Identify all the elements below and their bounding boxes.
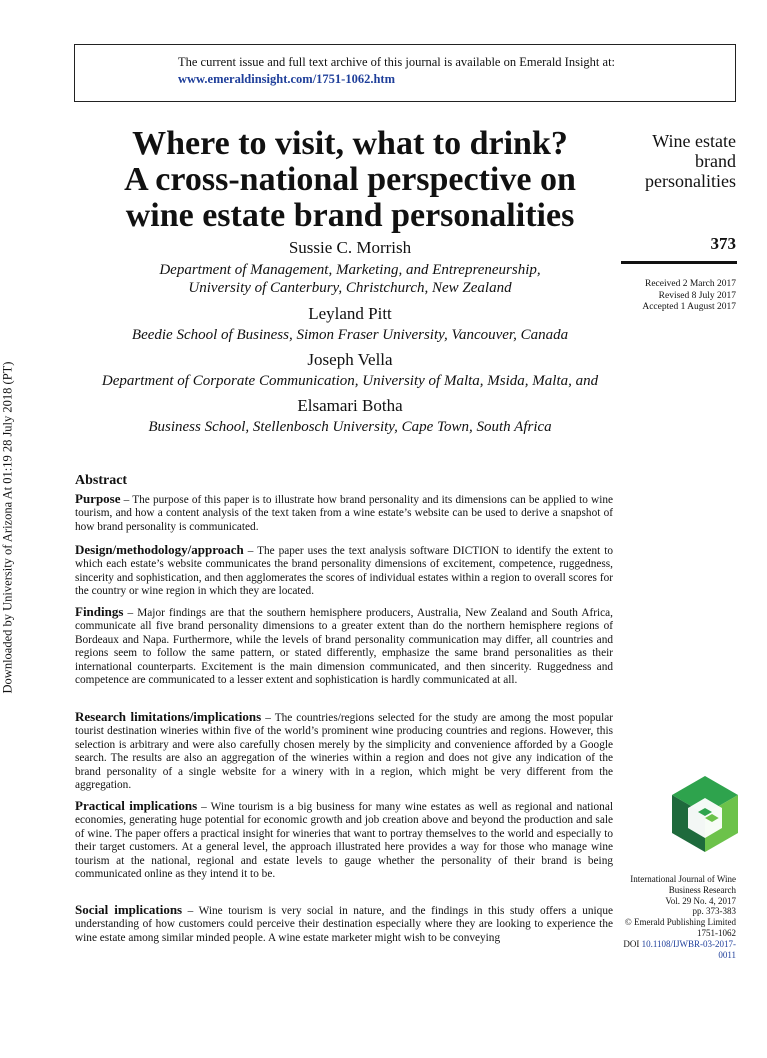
doi-line [606, 939, 736, 961]
divider [621, 261, 737, 264]
article-title [70, 126, 630, 234]
abstract-heading: Abstract [75, 473, 128, 488]
publication-dates [642, 279, 736, 314]
affiliation-line: Department of Management, Marketing, and Entrepreneurship, [159, 262, 541, 278]
title-line: A cross-national perspective on [124, 161, 576, 198]
section-label: Purpose [75, 491, 121, 506]
affiliation-line: University of Canterbury, Christchurch, New Zealand [188, 280, 512, 296]
date-received: Received 2 March 2017 [644, 279, 736, 289]
title-line: Where to visit, what to drink? [132, 125, 568, 162]
date-accepted: Accepted 1 August 2017 [642, 302, 736, 312]
running-title-line: Wine estate [652, 131, 736, 151]
running-title-line: personalities [645, 171, 736, 191]
section-text: – Major findings are that the southern hemisphere producers, Australia, New Zealand and South Africa, communicate all five brand personality dimensions to a greater extent than do the northern hemisphere regions of Bordeaux and Napa. Furthermore, while the levels of brand personality communication may differ, all countries and regions seem to follow the same pattern, or stated differently, emphasize the same brand personalities as their international counterparts. Excitement is the main dimension communicated, and then sincerity. Ruggedness and competence are communicated to a lesser extent and sophistication is hardly communicated at all. [75, 607, 613, 687]
running-title [596, 131, 736, 191]
download-watermark: Downloaded by University of Arizona At 01:19 28 July 2018 (PT) [0, 361, 15, 694]
section-label: Design/methodology/approach [75, 542, 244, 557]
section-label: Research limitations/implications [75, 709, 262, 724]
author-name: Sussie C. Morrish [288, 238, 412, 257]
section-label: Social implications [75, 902, 183, 917]
abstract-design [75, 543, 613, 599]
affiliation-line: Business School, Stellenbosch University, Cape Town, South Africa [148, 419, 552, 435]
journal-banner [74, 44, 736, 102]
author-affiliation [60, 418, 640, 436]
emerald-logo-icon [672, 776, 738, 852]
journal-line: 1751-1062 [697, 927, 736, 938]
abstract-limitations [75, 710, 613, 792]
journal-line: Business Research [668, 884, 736, 895]
banner-availability-text: The current issue and full text archive of this journal is available on Emerald Insight at: [178, 55, 616, 69]
section-text: – The purpose of this paper is to illustrate how brand personality and its dimensions can be applied to wine tourism, and how a content analysis of the text taken from a wine estate’s website can be used to derive a snapshot of how brand personality is communicated. [75, 494, 613, 533]
doi-link[interactable]: 10.1108/IJWBR-03-2017-0011 [641, 938, 736, 960]
abstract-social [75, 903, 613, 945]
journal-line: © Emerald Publishing Limited [624, 917, 736, 928]
journal-line: Vol. 29 No. 4, 2017 [665, 895, 736, 906]
journal-citation [606, 874, 736, 960]
abstract-findings [75, 605, 613, 687]
journal-line: International Journal of Wine [630, 874, 736, 884]
section-label: Findings [75, 604, 124, 619]
doi-label: DOI [623, 938, 640, 949]
abstract-practical [75, 799, 613, 881]
page-number: 373 [710, 234, 736, 253]
date-revised: Revised 8 July 2017 [658, 290, 736, 301]
author-name: Elsamari Botha [297, 396, 403, 415]
author-affiliation [60, 372, 640, 390]
running-title-line: brand [695, 151, 736, 171]
section-text: – Wine tourism is very social in nature, and the findings in this study offers a unique understanding of how customers could perceive their destination especially where they are looking to experience the wine estate among similar minded people. A wine estate marketer might wish to be conveying [75, 905, 613, 944]
section-text: – The countries/regions selected for the study are among the most popular tourist destination wineries within five of the world’s prominent wine producing countries and regions. However, this selection is arbitrary and were also carefully chosen merely by the simplicity and convenience afforded by a Google search. The results are also an aggregation of the wineries within a region and does not give any indication of the brand personality of a single website for a winery with in a region, which might be very different from the aggregation. [75, 712, 613, 792]
journal-line: pp. 373-383 [692, 906, 736, 917]
author-affiliation [60, 326, 640, 344]
banner-journal-link[interactable]: www.emeraldinsight.com/1751-1062.htm [178, 72, 395, 86]
affiliation-line: Beedie School of Business, Simon Fraser University, Vancouver, Canada [131, 327, 569, 343]
author-name: Joseph Vella [307, 350, 393, 369]
section-label: Practical implications [75, 798, 198, 813]
author-affiliation [60, 261, 640, 297]
affiliation-line: Department of Corporate Communication, University of Malta, Msida, Malta, and [101, 373, 599, 389]
title-line: wine estate brand personalities [125, 197, 575, 234]
section-text: – The paper uses the text analysis software DICTION to identify the extent to which each estate’s website communicates the brand personality dimensions of excitement, competence, ruggedness, sincerity and sophistication, and then agglomerates the scores of individual estates within a region to overall scores for the country or wine region in which they are located. [75, 545, 613, 598]
section-text: – Wine tourism is a big business for many wine estates as well as regional and national economies, generating huge potential for economic growth and job creation above and beyond the production and sale of wine. The paper offers a practical insight for wineries that want to portray themselves to the world and especially to their target customers. At a general level, the approach illustrated here provides a way for those who manage wine tourism at the national, regional and estate levels to gauge whether the personality of their brand is being communicated online as they intend it to be. [75, 801, 613, 881]
author-name: Leyland Pitt [308, 304, 392, 323]
abstract-purpose [75, 492, 613, 534]
